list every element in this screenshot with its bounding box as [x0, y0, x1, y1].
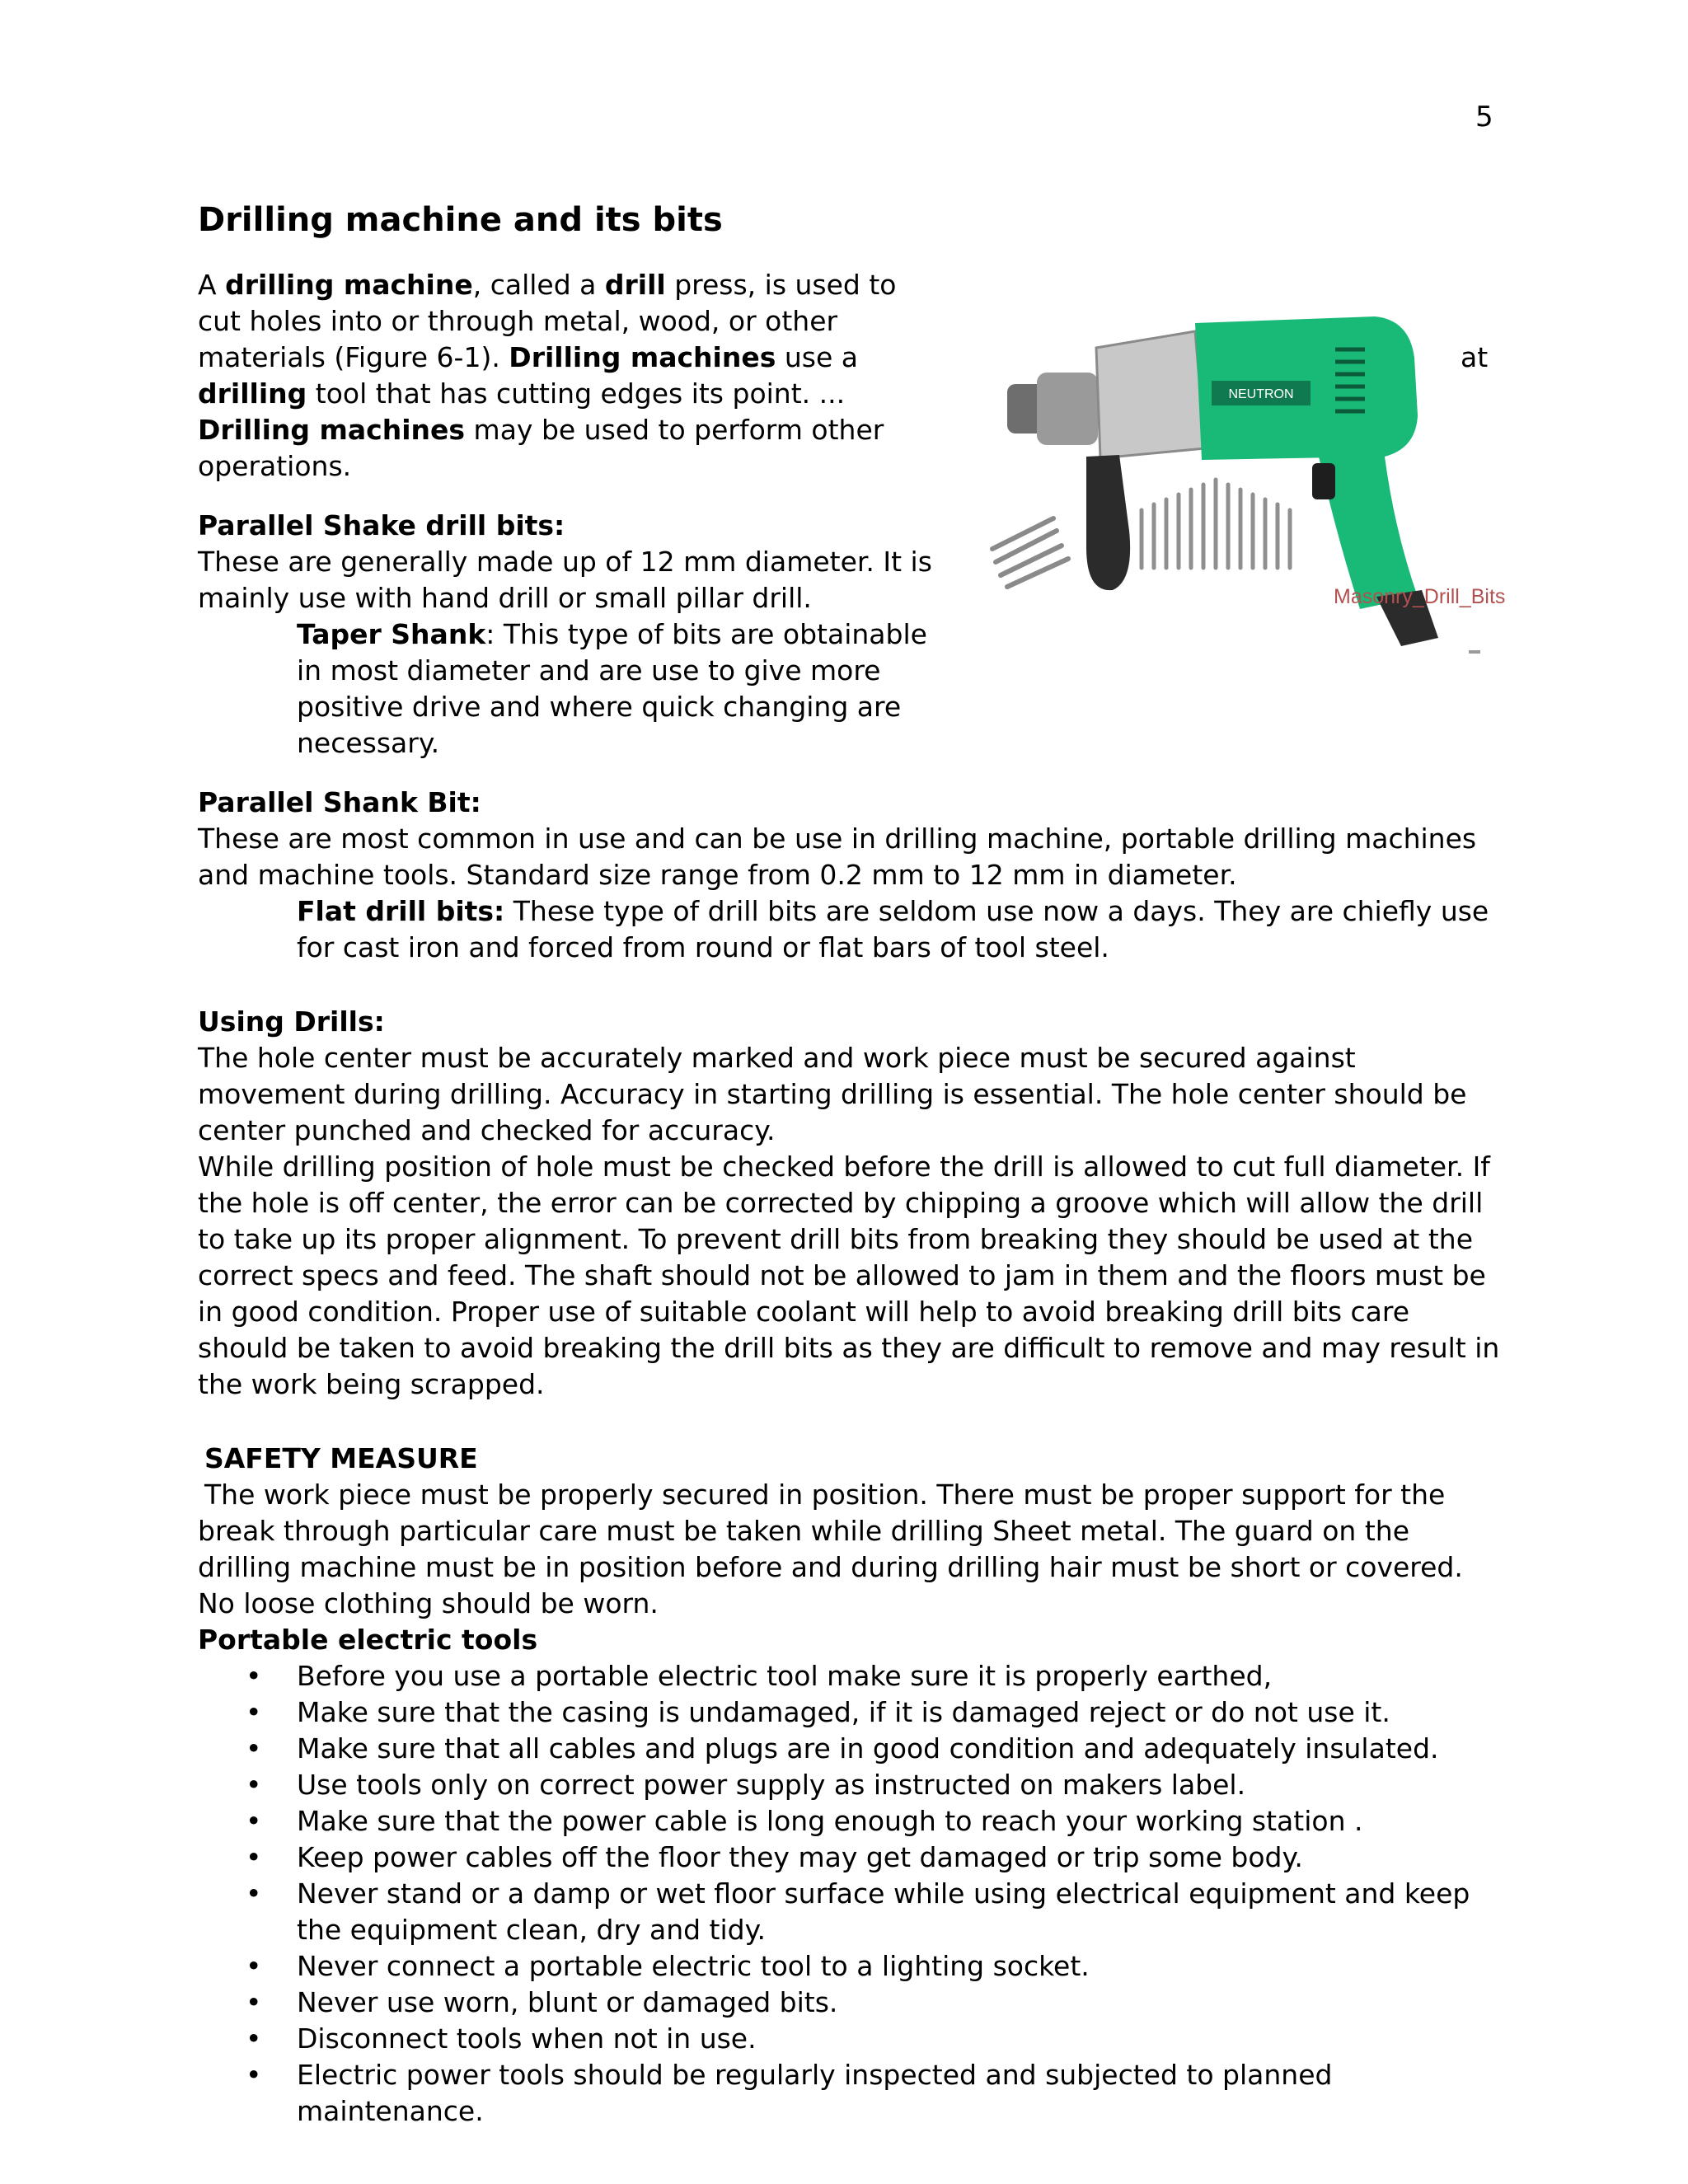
bullet-marker: • — [246, 2022, 262, 2055]
list-item-text: Before you use a portable electric tool make sure it is properly earthed, — [297, 1660, 1273, 1692]
intro-text-6: its point. ... — [691, 377, 846, 410]
list-item-text: Keep power cables off the floor they may get damaged or trip some body. — [297, 1841, 1303, 1873]
parallel-shank-text: These are most common in use and can be use in drilling machine, portable drilling machines and machine tools. Standard size range from 0.2 mm to 12 mm in diameter. — [198, 823, 1477, 891]
bullet-marker: • — [246, 1841, 262, 1873]
list-item — [246, 1985, 1500, 2021]
flat-drill-label: Flat drill bits: — [297, 895, 505, 927]
safety-section — [198, 1441, 1500, 1622]
image-artifact — [1469, 650, 1480, 654]
list-item-text: Make sure that all cables and plugs are in good condition and adequately insulated. — [297, 1732, 1439, 1765]
intro-text-4: use a — [776, 341, 858, 373]
list-item — [246, 1658, 1500, 1694]
bullet-marker: • — [246, 1986, 262, 2018]
list-item — [246, 2057, 1500, 2130]
using-drills-section — [198, 1004, 1500, 1403]
drill-figure — [989, 284, 1615, 671]
power-drill-illustration — [989, 284, 1615, 671]
intro-text-7: may be used to perform other operations. — [198, 414, 884, 482]
side-handle — [1086, 455, 1130, 590]
flat-drill-paragraph — [198, 893, 1500, 966]
taper-shank-label: Taper Shank — [297, 618, 486, 650]
using-drills-heading: Using Drills: — [198, 1005, 385, 1038]
list-item — [246, 1731, 1500, 1767]
drill-chuck — [1037, 373, 1098, 445]
list-item-text: Use tools only on correct power supply as instructed on makers label. — [297, 1769, 1246, 1801]
masonry-bit-set — [1142, 480, 1290, 568]
list-item-text: Never use worn, blunt or damaged bits. — [297, 1986, 838, 2018]
safety-heading: SAFETY MEASURE — [204, 1442, 478, 1474]
page-title: Drilling machine and its bits — [198, 201, 723, 239]
page-number: 5 — [1475, 101, 1493, 134]
taper-shank-text: : This type of bits are obtainable in most diameter and are use to give more positive drive and where quick changing are necessary. — [297, 618, 927, 759]
intro-text-3: press, is used to cut holes into or through metal, wood, or other materials (Figure 6-1). — [198, 269, 897, 373]
list-item-text: Electric power tools should be regularly inspected and subjected to planned maintenance. — [297, 2059, 1333, 2127]
bullet-marker: • — [246, 1805, 262, 1837]
bullet-marker: • — [246, 1877, 262, 1910]
brand-label-text: NEUTRON — [1228, 387, 1294, 401]
intro-text-2: , called a — [472, 269, 605, 301]
gear-housing — [1096, 331, 1205, 458]
bullet-marker: • — [246, 1696, 262, 1728]
list-item-text: Never stand or a damp or wet floor surface while using electrical equipment and keep the equipment clean, dry and tidy. — [297, 1877, 1470, 1946]
list-item — [246, 1694, 1500, 1731]
list-item — [246, 1876, 1500, 1948]
bullet-marker: • — [246, 1660, 262, 1692]
list-item — [246, 1948, 1500, 1985]
intro-bold-3: Drilling machines — [509, 341, 776, 373]
intro-paragraph — [198, 267, 940, 485]
intro-bold-2: drill — [604, 269, 666, 301]
parallel-shank-section — [198, 785, 1500, 966]
bullet-marker: • — [246, 1769, 262, 1801]
intro-text-5: tool that has cutting edges — [307, 377, 692, 410]
list-item — [246, 2021, 1500, 2057]
intro-bold-5: Drilling machines — [198, 414, 466, 446]
list-item-text: Never connect a portable electric tool to a lighting socket. — [297, 1950, 1090, 1982]
portable-tools-heading: Portable electric tools — [198, 1624, 538, 1656]
intro-bold-1: drilling machine — [225, 269, 473, 301]
bullet-marker: • — [246, 2059, 262, 2091]
list-item-text: Disconnect tools when not in use. — [297, 2022, 757, 2055]
intro-bold-4: drilling — [198, 377, 307, 410]
bullet-marker: • — [246, 1732, 262, 1765]
figure-caption: Masonry_Drill_Bits — [1334, 585, 1506, 608]
using-drills-paragraph-1: The hole center must be accurately marked and work piece must be secured against movement during drilling. Accuracy in starting drilling is essential. The hole center should be center punched and checked for accuracy. — [198, 1042, 1467, 1146]
parallel-shake-text: These are generally made up of 12 mm diameter. It is mainly use with hand drill or small pillar drill. — [198, 546, 932, 614]
using-drills-paragraph-2: While drilling position of hole must be checked before the drill is allowed to cut full diameter. If the hole is off center, the error can be corrected by chipping a groove which will allow the drill to take up its proper alignment. To prevent drill bits from breaking they should be used at the correct specs and feed. The shaft should not be allowed to jam in them and the floors must be in good condition. Proper use of suitable coolant will help to avoid breaking drill bits care should be taken to avoid breaking the drill bits as they are difficult to remove and may result in the work being scrapped. — [198, 1151, 1500, 1400]
document-body — [198, 198, 1506, 2130]
list-item-text: Make sure that the casing is undamaged, if it is damaged reject or do not use it. — [297, 1696, 1390, 1728]
list-item — [246, 1803, 1500, 1840]
flat-drill-text: These type of drill bits are seldom use now a days. They are chiefly use for cast iron and forced from round or flat bars of tool steel. — [297, 895, 1489, 963]
intro-text-1: A — [198, 269, 226, 301]
safety-text: The work piece must be properly secured in position. There must be proper support for the break through particular care must be taken while drilling Sheet metal. The guard on the drilling machine must be in position before and during drilling hair must be short or covered. No loose clothing should be worn. — [198, 1479, 1463, 1619]
portable-tools-section — [198, 1622, 1500, 2130]
intro-trailing-word: at — [1461, 341, 1489, 373]
bullet-marker: • — [246, 1950, 262, 1982]
trigger — [1312, 463, 1335, 499]
taper-shank-paragraph — [198, 616, 956, 762]
parallel-shake-heading: Parallel Shake drill bits: — [198, 509, 565, 541]
list-item — [246, 1840, 1500, 1876]
parallel-shank-heading: Parallel Shank Bit: — [198, 786, 481, 818]
portable-tools-list — [198, 1658, 1500, 2130]
list-item — [246, 1767, 1500, 1803]
list-item-text: Make sure that the power cable is long enough to reach your working station . — [297, 1805, 1363, 1837]
loose-drill-bits — [992, 518, 1068, 587]
